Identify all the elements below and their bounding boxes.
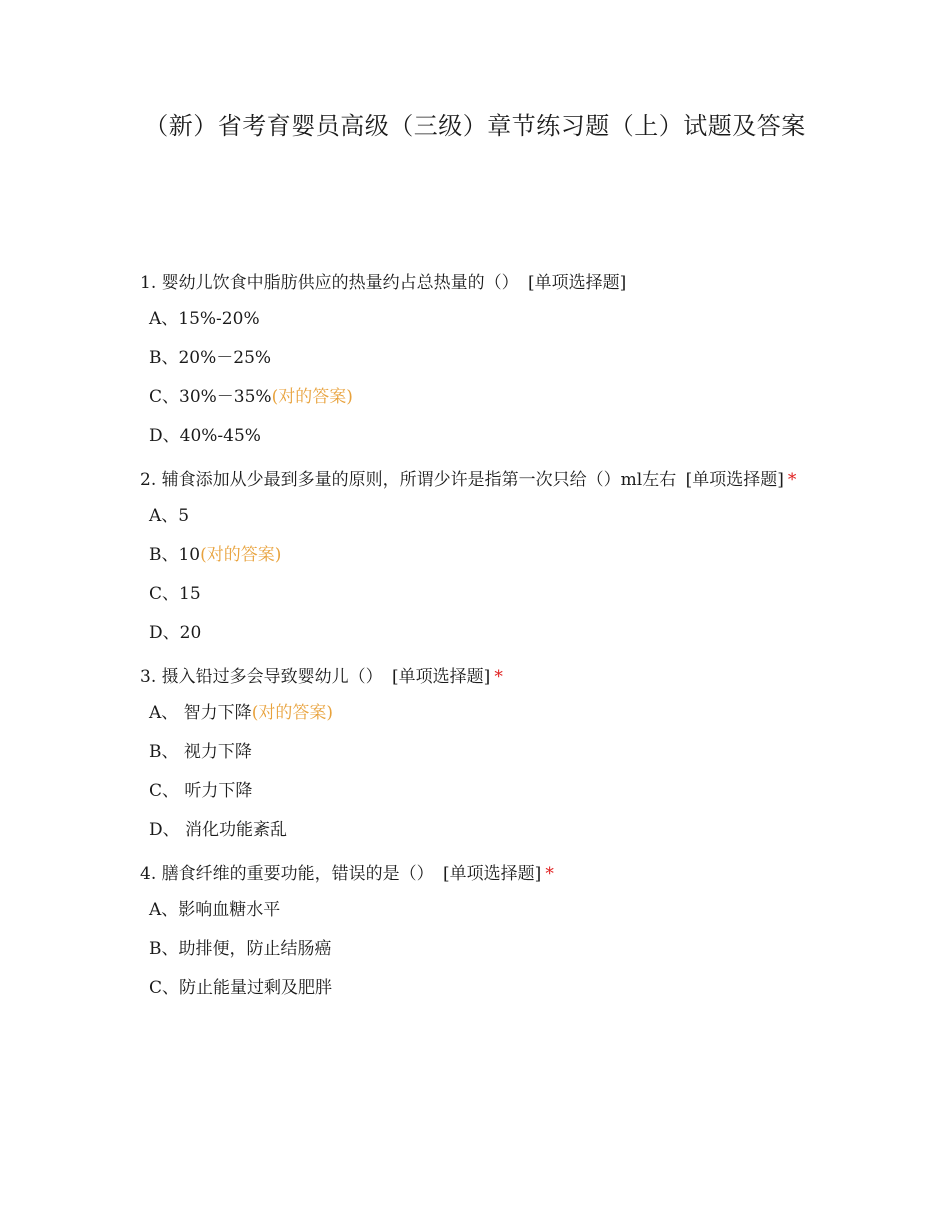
question-number: 2.: [140, 470, 157, 490]
option-text: D、40%-45%: [149, 426, 261, 446]
option-a: [140, 304, 812, 334]
question-number: 4.: [140, 864, 157, 884]
option-b: [140, 737, 812, 767]
question-text: 摄入铅过多会导致婴幼儿（）: [161, 667, 383, 687]
question-text: 膳食纤维的重要功能，错误的是（）: [161, 864, 434, 884]
option-a: [140, 895, 812, 925]
option-a: [140, 698, 812, 728]
question-3: [140, 662, 812, 845]
option-text: A、影响血糖水平: [149, 900, 281, 920]
question-stem: [140, 268, 812, 298]
option-text: A、15%-20%: [149, 309, 260, 329]
question-text: 婴幼儿饮食中脂肪供应的热量约占总热量的（）: [161, 273, 519, 293]
question-stem: [140, 662, 812, 692]
option-text: A、5: [149, 506, 190, 526]
correct-answer-tag: (对的答案): [251, 703, 333, 723]
option-c: [140, 579, 812, 609]
question-list: [140, 268, 812, 1017]
question-type: [单项选择题]: [443, 864, 542, 884]
question-stem: [140, 465, 812, 495]
question-type: [单项选择题]: [685, 470, 784, 490]
option-c: [140, 973, 812, 1003]
question-number: 3.: [140, 667, 157, 687]
question-type: [单项选择题]: [528, 273, 627, 293]
option-b: [140, 540, 812, 570]
question-1: [140, 268, 812, 451]
option-text: A、 智力下降: [149, 703, 252, 723]
option-d: [140, 618, 812, 648]
question-2: [140, 465, 812, 648]
question-4: [140, 859, 812, 1003]
option-a: [140, 501, 812, 531]
option-text: C、防止能量过剩及肥胖: [149, 978, 333, 998]
option-text: B、助排便，防止结肠癌: [149, 939, 332, 959]
required-marker: *: [545, 864, 554, 884]
required-marker: *: [494, 667, 503, 687]
option-text: B、10: [149, 545, 201, 565]
question-number: 1.: [140, 273, 157, 293]
correct-answer-tag: (对的答案): [271, 387, 353, 407]
option-text: C、 听力下降: [149, 781, 253, 801]
option-d: [140, 815, 812, 845]
option-text: B、20%－25%: [149, 348, 272, 368]
question-type: [单项选择题]: [392, 667, 491, 687]
document-title: （新）省考育婴员高级（三级）章节练习题（上）试题及答案: [144, 112, 806, 140]
question-text: 辅食添加从少最到多量的原则，所谓少许是指第一次只给（）ml左右: [161, 470, 677, 490]
option-b: [140, 934, 812, 964]
option-b: [140, 343, 812, 373]
option-c: [140, 776, 812, 806]
option-text: C、15: [149, 584, 201, 604]
correct-answer-tag: (对的答案): [200, 545, 282, 565]
option-c: [140, 382, 812, 412]
option-d: [140, 421, 812, 451]
option-text: D、20: [149, 623, 202, 643]
option-text: C、30%－35%: [149, 387, 272, 407]
required-marker: *: [787, 470, 797, 490]
option-text: D、 消化功能紊乱: [149, 820, 288, 840]
option-text: B、 视力下降: [149, 742, 252, 762]
question-stem: [140, 859, 812, 889]
